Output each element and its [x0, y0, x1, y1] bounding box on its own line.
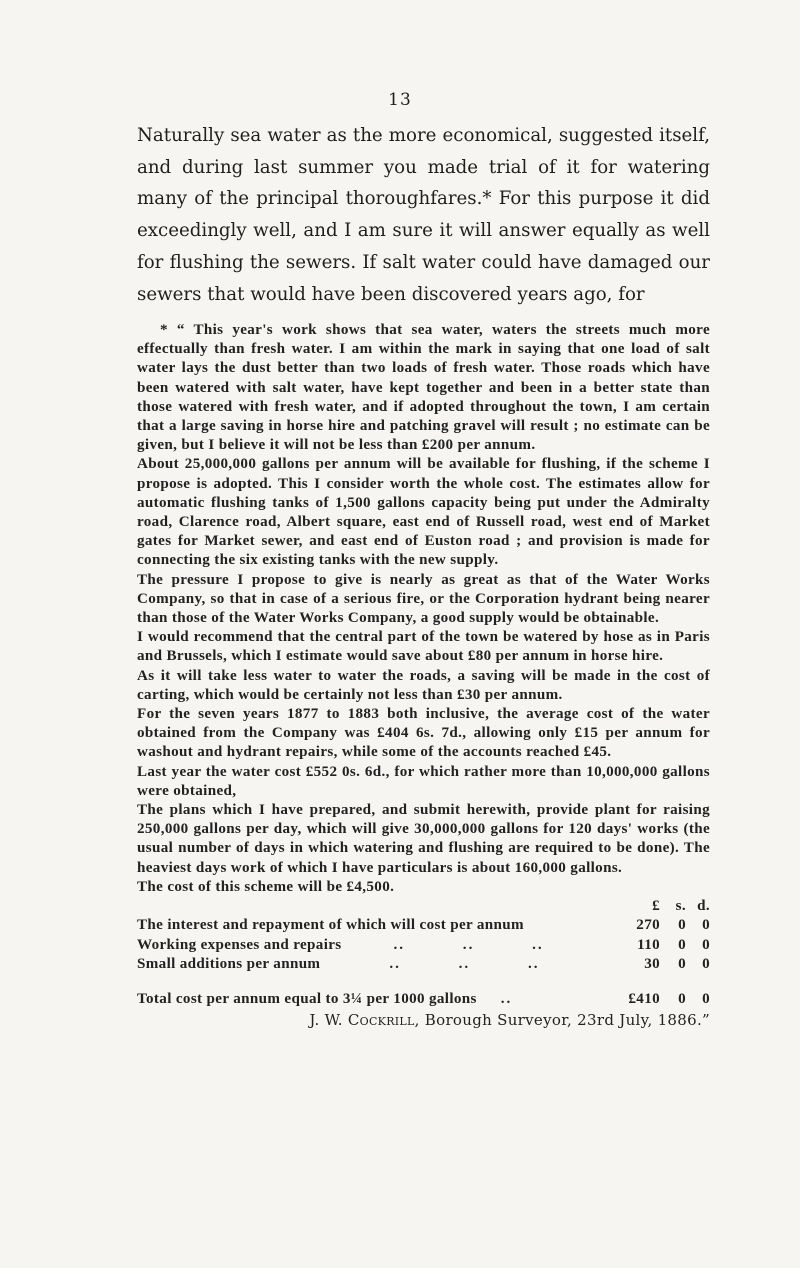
row-pence: 0: [702, 917, 710, 934]
row-shillings: 0: [678, 936, 686, 953]
footnote-paragraph: As it will take less water to water the roads, a saving will be made in the cost of carting, which would be certainly not less than £30 per annum.: [137, 667, 710, 703]
row-leaders: .. .. ..: [393, 936, 544, 953]
signature-initials: J. W.: [309, 1011, 343, 1030]
row-label-cell: [137, 936, 612, 955]
row-label: Working expenses and repairs: [137, 936, 342, 953]
cost-table: [137, 897, 710, 1009]
signature-name: Cockrill: [347, 1011, 415, 1030]
table-total-row: [137, 990, 710, 1009]
footnote: [137, 321, 710, 1030]
footnote-paragraph: I would recommend that the central part of the town be watered by hose as in Paris and Brussels, which I estimate would save about £80 per annum in horse hire.: [137, 629, 710, 665]
total-label: Total cost per annum equal to 3¼ per 1000 gallons: [137, 990, 477, 1007]
row-pounds: 30: [644, 955, 660, 972]
cost-table-header: [137, 897, 710, 916]
footnote-paragraph: The cost of this scheme will be £4,500.: [137, 878, 395, 895]
total-leaders: ..: [500, 990, 513, 1007]
table-row: [137, 936, 710, 955]
main-paragraph: Naturally sea water as the more economical, suggested itself, and during last summer you made trial of it for watering many of the principal thoroughfares.* For this purpose it did exceedingly well, and I am sure it will answer equally as well for flushing the sewers. If salt water could have damaged our sewers that would have been discovered years ago, for: [137, 125, 710, 305]
table-spacer: [137, 974, 710, 990]
footnote-paragraph: * “ This year's work shows that sea water, waters the streets much more effectually than fresh water. I am within the mark in saying that one load of salt water lays the dust better than two loads of fresh water. Those roads which have been watered with salt water, have kept together and been in a better state than those watered with fresh water, and if adopted throughout the town, I am certain that a large saving in horse hire and patching gravel will result ; no estimate can be given, but I believe it will not be less than £200 per annum.: [137, 322, 710, 454]
row-label: Small additions per annum: [137, 955, 321, 972]
footnote-paragraph: Last year the water cost £552 0s. 6d., for which rather more than 10,000,000 gallons were obtained,: [137, 763, 710, 799]
footnote-paragraph: About 25,000,000 gallons per annum will be available for flushing, if the scheme I propose is adopted. This I consider worth the whole cost. The estimates allow for automatic flushing tanks of 1,500 gallons capacity being put under the Admiralty road, Clarence road, Albert square, east end of Russell road, west end of Market gates for Market sewer, and east end of Euston road ; and provision is made for connecting the six existing tanks with the new supply.: [137, 456, 710, 569]
header-pounds: £: [652, 898, 660, 915]
table-row: [137, 916, 710, 935]
total-label-cell: [137, 990, 612, 1009]
row-shillings: 0: [678, 917, 686, 934]
header-pence: d.: [697, 898, 710, 915]
table-row: [137, 955, 710, 974]
total-shillings: 0: [678, 990, 686, 1007]
row-shillings: 0: [678, 955, 686, 972]
footnote-paragraph: For the seven years 1877 to 1883 both inclusive, the average cost of the water obtained from the Company was £404 6s. 7d., allowing only £15 per annum for washout and hydrant repairs, while some of the accounts reached £45.: [137, 706, 710, 761]
signature-rest: , Borough Surveyor, 23rd July, 1886.”: [414, 1011, 710, 1030]
row-pounds: 270: [636, 917, 660, 934]
row-leaders: .. .. ..: [389, 955, 540, 972]
row-pence: 0: [702, 955, 710, 972]
signature: [137, 1009, 710, 1030]
footnote-paragraph: The pressure I propose to give is nearly as great as that of the Water Works Company, so that in case of a serious fire, or the Corporation hydrant being nearer than those of the Water Works Company, a good supply would be obtainable.: [137, 571, 710, 627]
row-pounds: 110: [637, 936, 660, 953]
row-pence: 0: [702, 936, 710, 953]
header-shillings: s.: [675, 898, 686, 915]
page-number: 13: [388, 90, 412, 110]
main-text: [137, 120, 710, 310]
footnote-paragraph: The plans which I have prepared, and submit herewith, provide plant for raising 250,000 gallons per day, which will give 30,000,000 gallons for 120 days' works (the usual number of days in which watering and flushing are required to be done). The heaviest days work of which I have particulars is about 160,000 gallons.: [137, 802, 710, 876]
row-label-cell: [137, 955, 612, 974]
total-pounds: £410: [628, 990, 660, 1007]
row-label: The interest and repayment of which will cost per annum: [137, 917, 524, 934]
total-pence: 0: [702, 990, 710, 1007]
